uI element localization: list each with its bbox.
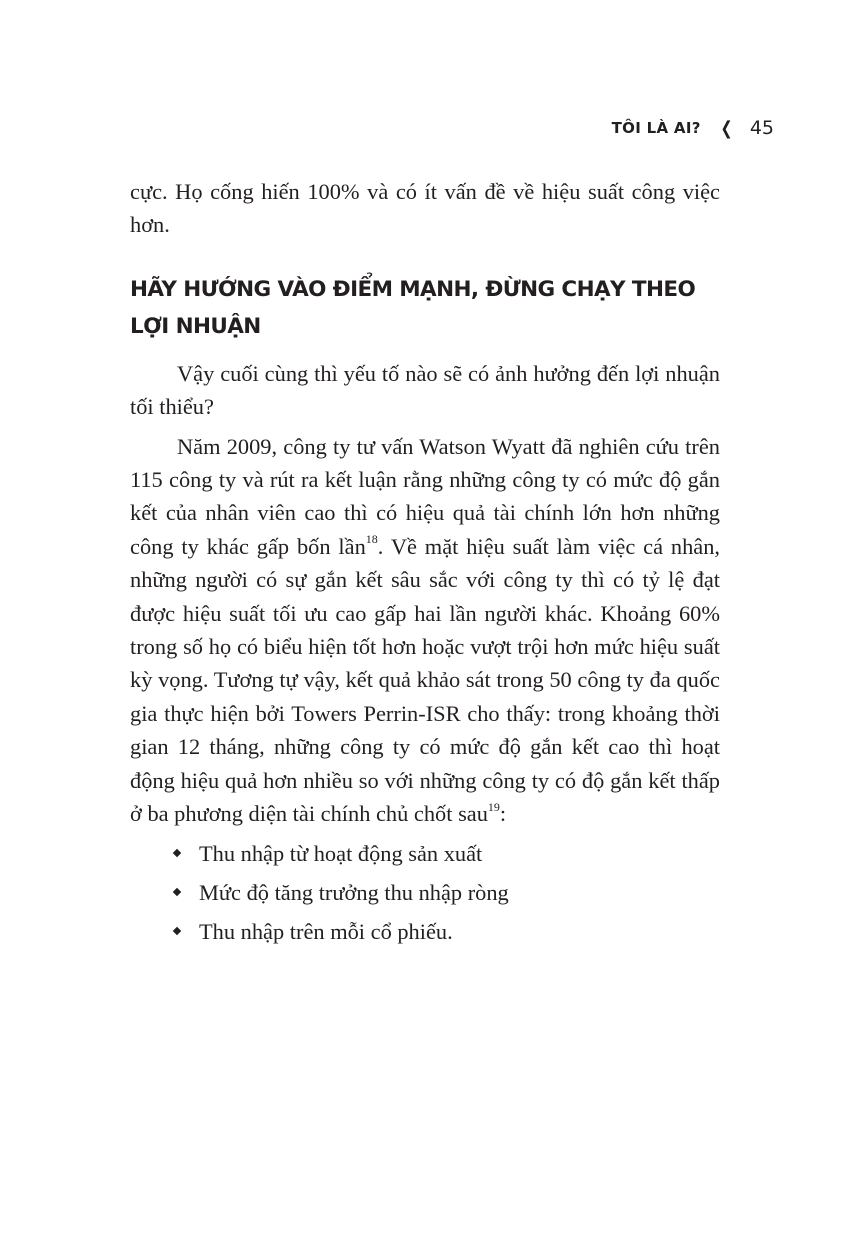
list-item xyxy=(174,915,720,948)
list-item-text: Thu nhập trên mỗi cổ phiếu. xyxy=(199,918,453,944)
footnote-ref-19: 19 xyxy=(487,799,500,814)
paragraph-main-text-2: . Về mặt hiệu suất làm việc cá nhân, những người có sự gắn kết sâu sắc với công ty thì có tỷ lệ đạt được hiệu suất tối ưu cao gấp hai lần người khác. Khoảng 60% trong số họ có biểu hiện tốt hơn hoặc vượt trội hơn mức hiệu suất kỳ vọng. Tương tự vậy, kết quả khảo sát trong 50 công ty đa quốc gia thực hiện bởi Towers Perrin-ISR cho thấy: trong khoảng thời gian 12 tháng, những công ty có mức độ gắn kết cao thì hoạt động hiệu quả hơn nhiều so với những công ty có độ gắn kết thấp ở ba phương diện tài chính chủ chốt sau xyxy=(130,533,721,827)
bullet-list xyxy=(130,837,720,948)
paragraph-main-text-1: Năm 2009, công ty tư vấn Watson Wyatt đã nghiên cứu trên 115 công ty và rút ra kết luận rằng những công ty có mức độ gắn kết của nhân viên cao thì có hiệu quả tài chính lớn hơn những công ty khác gấp bốn lần xyxy=(130,433,720,559)
section-heading: HÃY HƯỚNG VÀO ĐIỂM MẠNH, ĐỪNG CHẠY THEO LỢI NHUẬN xyxy=(130,276,696,339)
chapter-title: TÔI LÀ AI? xyxy=(611,119,701,137)
diamond-bullet-icon xyxy=(173,887,181,895)
footnote-ref-18: 18 xyxy=(365,532,378,547)
diamond-bullet-icon xyxy=(173,848,181,856)
list-item xyxy=(174,837,720,870)
list-item-text: Mức độ tăng trưởng thu nhập ròng xyxy=(199,879,509,905)
running-head xyxy=(612,117,774,139)
chevron-left-icon: ❮ xyxy=(720,117,733,139)
paragraph-main xyxy=(130,430,720,831)
paragraph-continued: cực. Họ cống hiến 100% và có ít vấn đề về hiệu suất công việc hơn. xyxy=(130,179,720,238)
page-body xyxy=(130,175,720,954)
list-item-text: Thu nhập từ hoạt động sản xuất xyxy=(199,840,483,866)
paragraph-main-text-3: : xyxy=(499,801,507,827)
list-item xyxy=(174,876,720,909)
diamond-bullet-icon xyxy=(173,926,181,934)
page-number: 45 xyxy=(749,117,774,139)
paragraph-question: Vậy cuối cùng thì yếu tố nào sẽ có ảnh hưởng đến lợi nhuận tối thiểu? xyxy=(130,360,720,420)
